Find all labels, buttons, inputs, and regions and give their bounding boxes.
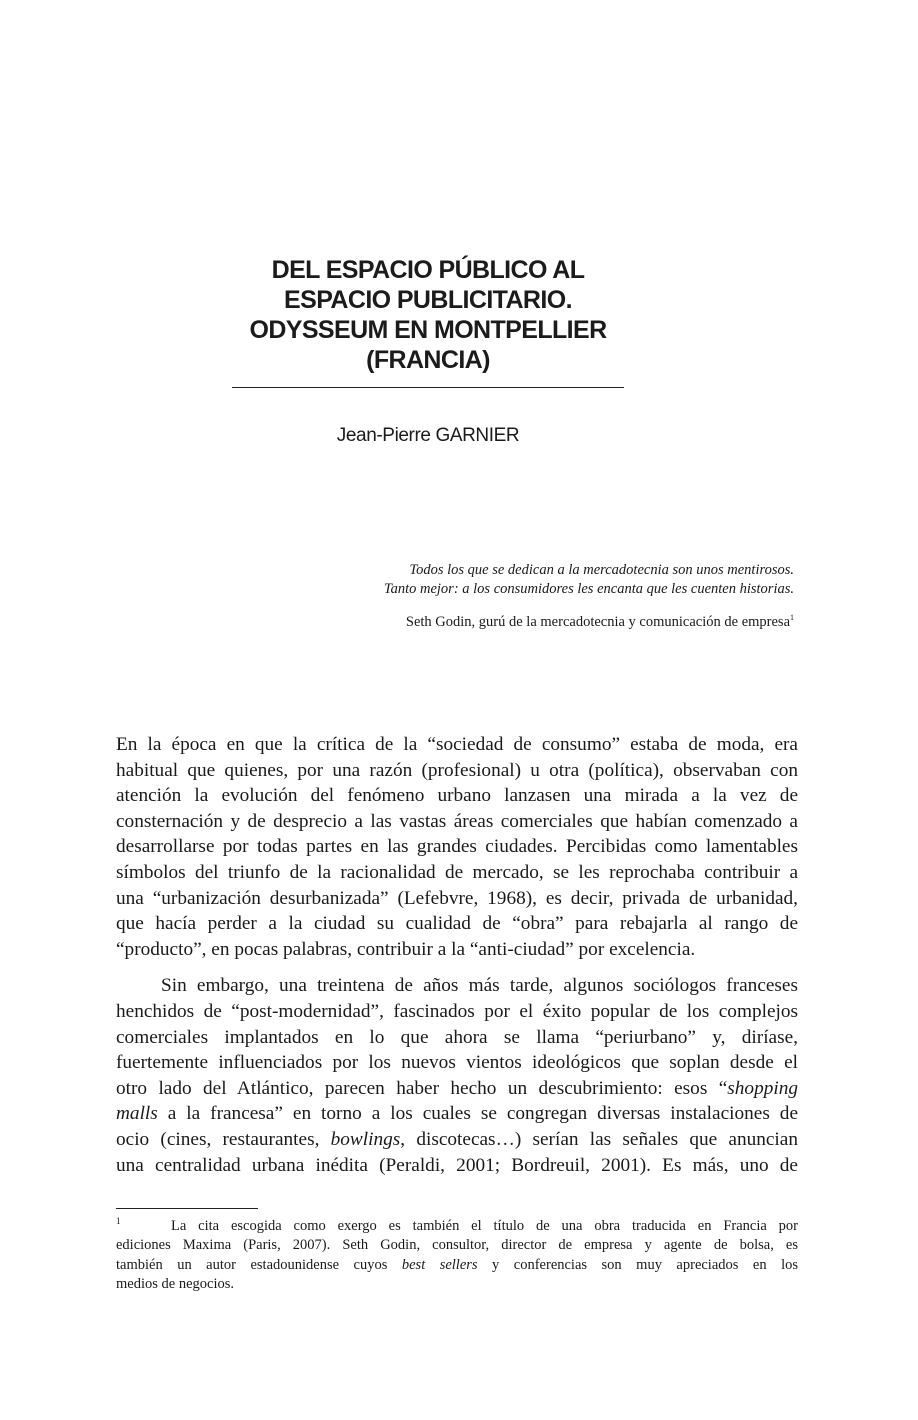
footnote — [116, 1217, 798, 1295]
text-line: malls a la francesa” en torno a los cuales se congregan diversas instalaciones de — [116, 1103, 798, 1125]
title-line: (FRANCIA) — [366, 346, 490, 374]
text-line: otro lado del Atlántico, parecen haber hecho un descubrimiento: esos “shopping — [116, 1077, 798, 1099]
article-title — [232, 255, 624, 375]
title-line: DEL ESPACIO PÚBLICO AL — [271, 256, 585, 284]
epigraph-quote-line: Todos los que se dedican a la mercadotecnia son unos mentirosos. — [409, 562, 794, 578]
title-divider — [232, 387, 624, 388]
text-line: “producto”, en pocas palabras, contribuir a la “anti-ciudad” por excelencia. — [116, 938, 696, 960]
title-line: ESPACIO PUBLICITARIO. — [284, 286, 572, 314]
text-line: Sin embargo, una treintena de años más tarde, algunos sociólogos franceses — [161, 975, 798, 997]
text-line: atención la evolución del fenómeno urbano lanzasen una mirada a la vez de — [116, 785, 798, 807]
epigraph-quote-line: Tanto mejor: a los consumidores les encanta que les cuenten historias. — [383, 581, 794, 597]
footnote-line: medios de negocios. — [116, 1276, 234, 1293]
text-line: desarrollarse por todas partes en las grandes ciudades. Percibidas como lamentables — [116, 836, 798, 858]
footnote-line: ediciones Maxima (Paris, 2007). Seth Godin, consultor, director de empresa y agente de bolsa, es — [116, 1237, 798, 1254]
text-line: ocio (cines, restaurantes, bowlings, discotecas…) serían las señales que anuncian — [116, 1128, 798, 1150]
footnote-divider — [116, 1208, 258, 1209]
text-line: que hacía perder a la ciudad su cualidad de “obra” para rebajarla al rango de — [116, 913, 798, 935]
text-line: consternación y de desprecio a las vastas áreas comerciales que habían comenzado a — [116, 810, 798, 832]
paragraph — [116, 732, 798, 962]
footnote-reference[interactable]: 1 — [790, 613, 794, 623]
text-line: comerciales implantados en lo que ahora se llama “periurbano” y, diríase, — [116, 1026, 798, 1048]
paragraph — [116, 973, 798, 1178]
epigraph — [300, 561, 794, 632]
epigraph-source-text: Seth Godin, gurú de la mercadotecnia y comunicación de empresa — [405, 614, 790, 630]
author-name: Jean-Pierre GARNIER — [336, 425, 520, 446]
text-line: habitual que quienes, por una razón (profesional) u otra (política), observaban con — [116, 759, 798, 781]
text-line: henchidos de “post-modernidad”, fascinados por el éxito popular de los complejos — [116, 1000, 798, 1022]
body-text — [116, 732, 798, 1178]
title-line: ODYSSEUM EN MONTPELLIER — [249, 316, 607, 344]
text-line: una centralidad urbana inédita (Peraldi, 2001; Bordreuil, 2001). Es más, uno de — [116, 1154, 798, 1176]
epigraph-source — [300, 613, 794, 632]
text-line: símbolos del triunfo de la racionalidad de mercado, se les reprochaba contribuir a — [116, 861, 798, 883]
footnote-line: también un autor estadounidense cuyos best sellers y conferencias son muy apreciados en los — [116, 1256, 798, 1273]
text-line: fuertemente influenciados por los nuevos vientos ideológicos que soplan desde el — [116, 1052, 798, 1074]
text-line: En la época en que la crítica de la “sociedad de consumo” estaba de moda, era — [116, 734, 798, 755]
text-line: una “urbanización desurbanizada” (Lefebvre, 1968), es decir, privada de urbanidad, — [116, 887, 798, 909]
footnote-line: 1 La cita escogida como exergo es también el título de una obra traducida en Francia por — [116, 1216, 798, 1234]
